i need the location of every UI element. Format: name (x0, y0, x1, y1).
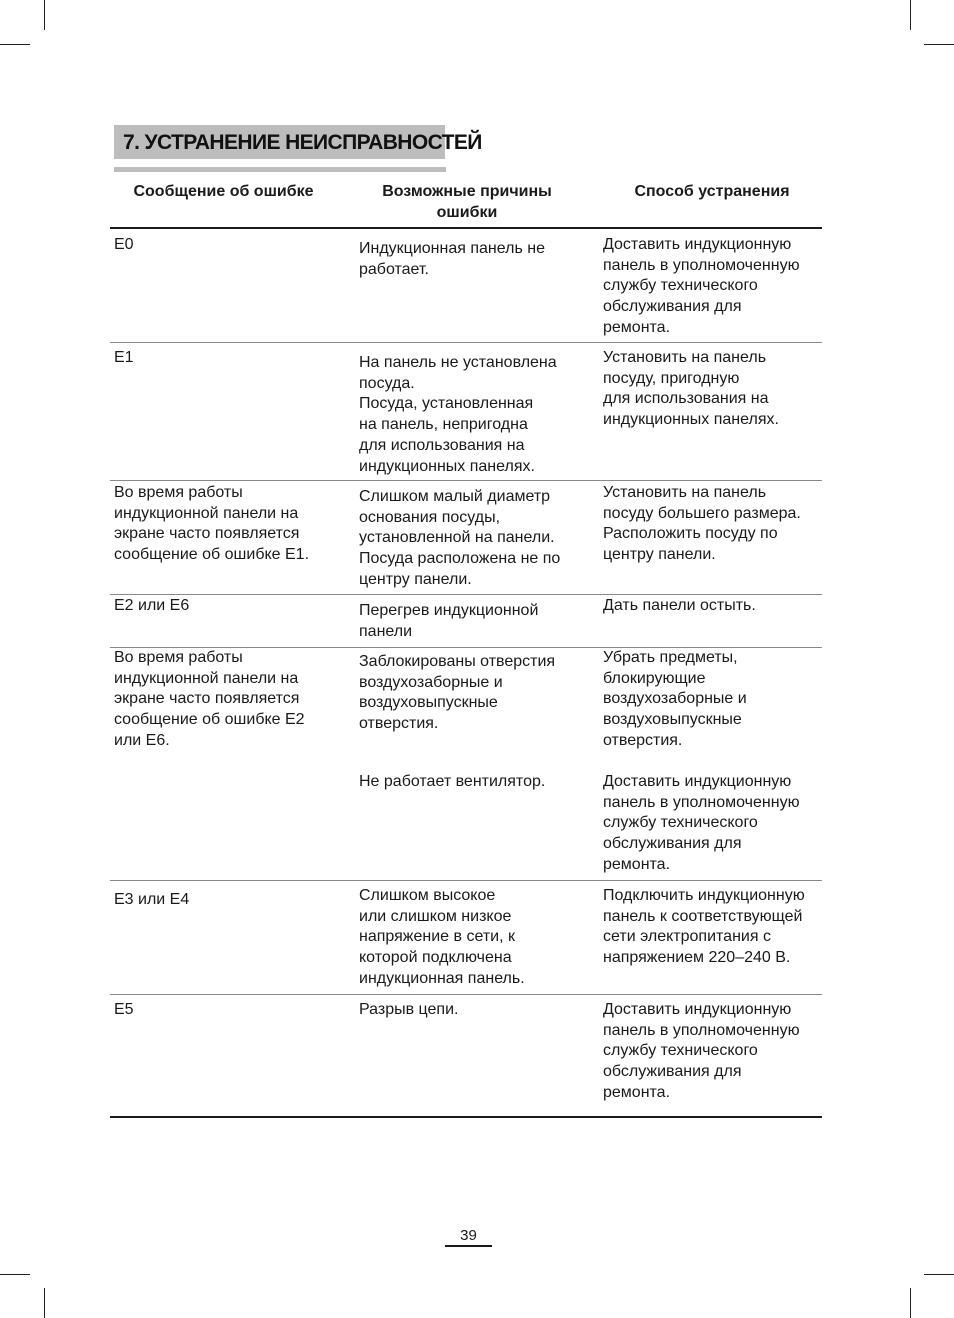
row-frequent-e2-e6-cause: Заблокированы отверстия воздухозаборные и воздуховыпускные отверстия. (359, 653, 556, 733)
header-rule (110, 227, 822, 229)
row-e0-solution: Доставить индукционную панель в уполномоченную службу технического обслуживания для ремонта. (603, 236, 800, 336)
crop-mark (910, 0, 911, 30)
row-divider (110, 342, 822, 343)
row-e3-e4-solution: Подключить индукционную панель к соответствующей сети электропитания с напряжением 220–240 В. (603, 887, 805, 967)
row-e3-e4-cause: Слишком высокое или слишком низкое напряжение в сети, к которой подключена индукционная панель. (359, 887, 525, 987)
row-e5-message: E5 (114, 1001, 134, 1018)
row-e1-solution: Установить на панель посуду, пригодную для использования на индукционных панелях. (603, 349, 779, 429)
row-e3-e4-message: E3 или E4 (114, 891, 190, 908)
row-e1-message: E1 (114, 349, 134, 366)
row-e2-e6-message: E2 или E6 (114, 597, 190, 614)
crop-mark (0, 44, 30, 45)
row-frequent-e1-cause: Слишком малый диаметр основания посуды, установленной на панели. Посуда расположена не по центру панели. (359, 488, 561, 588)
row-divider (110, 594, 822, 595)
table-bottom-rule (110, 1116, 822, 1118)
crop-mark (924, 44, 954, 45)
header-solution: Способ устранения (634, 183, 790, 200)
row-frequent-e2-e6-solution: Убрать предметы, блокирующие воздухозаборные и воздуховыпускные отверстия. (603, 649, 747, 749)
title-underline (114, 167, 446, 172)
crop-mark (910, 1288, 911, 1318)
header-possible-causes: Возможные причины ошибки (382, 183, 552, 221)
crop-mark (44, 0, 45, 30)
row-divider (110, 994, 822, 995)
row-e1-cause: На панель не установлена посуда. Посуда, установленная на панель, непригодна для использования на индукционных панелях. (359, 354, 557, 475)
section-title: 7. УСТРАНЕНИЕ НЕИСПРАВНОСТЕЙ (114, 125, 445, 159)
row-e5-cause: Разрыв цепи. (359, 1001, 459, 1018)
row-frequent-e2-e6-message: Во время работы индукционной панели на экране часто появляется сообщение об ошибке E2 или E6. (114, 649, 305, 749)
row-frequent-e1-solution: Установить на панель посуду большего размера. Расположить посуду по центру панели. (603, 484, 801, 564)
row-divider (110, 880, 822, 881)
row-e5-solution: Доставить индукционную панель в уполномоченную службу технического обслуживания для ремонта. (603, 1001, 800, 1101)
row-e0-cause: Индукционная панель не работает. (359, 240, 545, 278)
crop-mark (44, 1288, 45, 1318)
row-e0-message: E0 (114, 236, 134, 253)
crop-mark (0, 1274, 30, 1275)
row-divider (110, 480, 822, 481)
row-e2-e6-solution: Дать панели остыть. (603, 597, 756, 614)
row-frequent-e2-e6-solution-2: Доставить индукционную панель в уполномоченную службу технического обслуживания для ремонта. (603, 773, 800, 873)
header-error-message: Сообщение об ошибке (133, 183, 314, 200)
row-e2-e6-cause: Перегрев индукционной панели (359, 602, 539, 640)
page-number-underline (445, 1245, 492, 1247)
crop-mark (924, 1274, 954, 1275)
page-number: 39 (460, 1227, 477, 1244)
row-frequent-e2-e6-cause-2: Не работает вентилятор. (359, 773, 546, 790)
row-frequent-e1-message: Во время работы индукционной панели на экране часто появляется сообщение об ошибке E1. (114, 484, 310, 564)
